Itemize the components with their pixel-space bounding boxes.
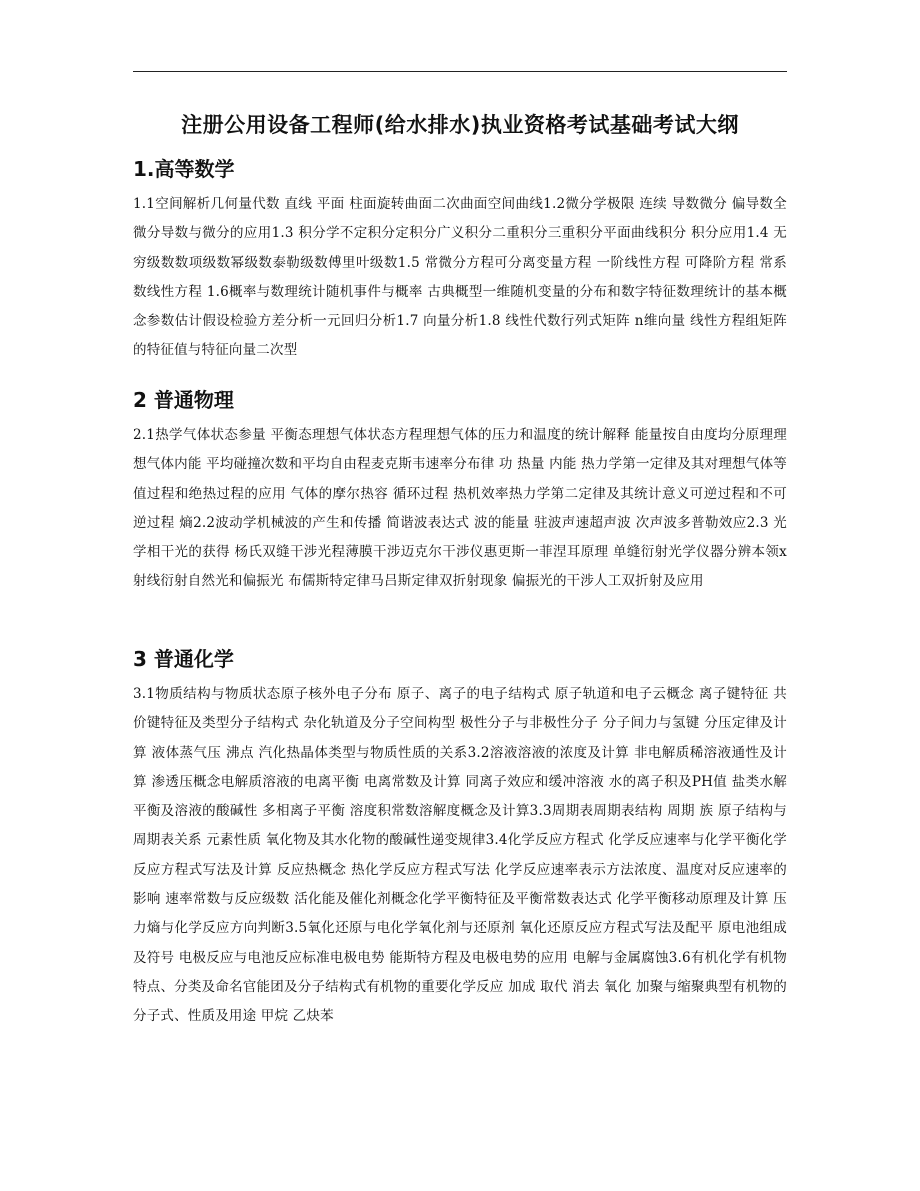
document-page: [133, 0, 787, 1191]
section-body: 1.1空间解析几何量代数 直线 平面 柱面旋转曲面二次曲面空间曲线1.2微分学极限 连续 导数微分 偏导数全微分导数与微分的应用1.3 积分学不定积分定积分广义积分二重积分三重积分平面曲线积分 积分应用1.4 无穷级数数项级数幂级数泰勒级数傅里叶级数1.5 常微分方程可分离变量方程 一阶线性方程 可降阶方程 常系数线性方程 1.6概率与数理统计随机事件与概率 古典概型一维随机变量的分布和数字特征数理统计的基本概念参数估计假设检验方差分析一元回归分析1.7 向量分析1.8 线性代数行列式矩阵 n维向量 线性方程组矩阵的特征值与特征向量二次型: [133, 196, 787, 359]
section-body: 2.1热学气体状态参量 平衡态理想气体状态方程理想气体的压力和温度的统计解释 能量按自由度均分原理理想气体内能 平均碰撞次数和平均自由程麦克斯韦速率分布律 功 热量 内能 热力学第一定律及其对理想气体等值过程和绝热过程的应用 气体的摩尔热容 循环过程 热机效率热力学第二定律及其统计意义可逆过程和不可逆过程 熵2.2波动学机械波的产生和传播 简谐波表达式 波的能量 驻波声速超声波 次声波多普勒效应2.3 光学相干光的获得 杨氏双缝干涉光程薄膜干涉迈克尔干涉仪惠更斯一菲涅耳原理 单缝衍射光学仪器分辨本领x射线衍射自然光和偏振光 布儒斯特定律马吕斯定律双折射现象 偏振光的干涉人工双折射及应用: [133, 427, 787, 590]
header-rule: [133, 71, 787, 72]
section-general-chemistry: [133, 646, 787, 1032]
document-title: 注册公用设备工程师(给水排水)执业资格考试基础考试大纲: [181, 113, 739, 137]
section-general-physics: [133, 387, 787, 597]
section-heading: 1.高等数学: [133, 157, 235, 181]
section-heading: 3 普通化学: [133, 647, 234, 671]
section-body: 3.1物质结构与物质状态原子核外电子分布 原子、离子的电子结构式 原子轨道和电子云概念 离子键特征 共价键特征及类型分子结构式 杂化轨道及分子空间构型 极性分子与非极性分子 分子间力与氢键 分压定律及计算 液体蒸气压 沸点 汽化热晶体类型与物质性质的关系3.2溶液溶液的浓度及计算 非电解质稀溶液通性及计算 渗透压概念电解质溶液的电离平衡 电离常数及计算 同离子效应和缓冲溶液 水的离子积及PH值 盐类水解平衡及溶液的酸碱性 多相离子平衡 溶度积常数溶解度概念及计算3.3周期表周期表结构 周期 族 原子结构与周期表关系 元素性质 氧化物及其水化物的酸碱性递变规律3.4化学反应方程式 化学反应速率与化学平衡化学反应方程式写法及计算 反应热概念 热化学反应方程式写法 化学反应速率表示方法浓度、温度对反应速率的影响 速率常数与反应级数 活化能及催化剂概念化学平衡特征及平衡常数表达式 化学平衡移动原理及计算 压力熵与化学反应方向判断3.5氧化还原与电化学氧化剂与还原剂 氧化还原反应方程式写法及配平 原电池组成及符号 电极反应与电池反应标准电极电势 能斯特方程及电极电势的应用 电解与金属腐蚀3.6有机化学有机物特点、分类及命名官能团及分子结构式有机物的重要化学反应 加成 取代 消去 氧化 加聚与缩聚典型有机物的分子式、性质及用途 甲烷 乙炔苯: [133, 686, 787, 1025]
section-heading: 2 普通物理: [133, 388, 234, 412]
section-higher-math: [133, 156, 787, 366]
